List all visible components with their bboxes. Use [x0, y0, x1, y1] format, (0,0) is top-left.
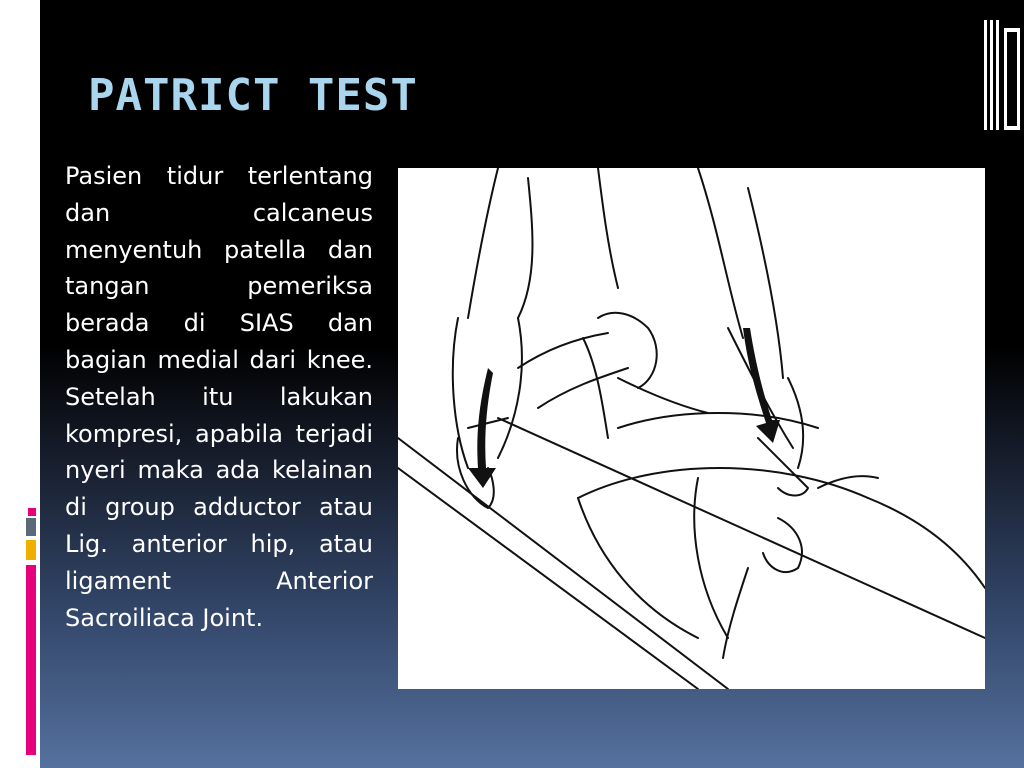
- left-decor-strip: [0, 0, 40, 768]
- accent-bar-gray: [26, 518, 36, 536]
- slide-title: PATRICT TEST: [88, 70, 418, 121]
- illustration-drawing: [398, 168, 985, 689]
- patrick-test-illustration: [398, 168, 985, 689]
- accent-bar-pink: [26, 565, 36, 755]
- slide-body-text: Pasien tidur terlentang dan calcaneus menyentuh patella dan tangan pemeriksa berada di SIAS dan bagian medial dari knee. Setelah itu lakukan kompresi, apabila terjadi nyeri maka ada kelainan di group adductor atau Lig. anterior hip, atau ligament Anterior Sacroiliaca Joint.: [65, 162, 373, 632]
- accent-bar-gold: [26, 540, 36, 560]
- corner-decor-icon: [980, 0, 1024, 150]
- accent-bar-pink-small: [28, 508, 36, 516]
